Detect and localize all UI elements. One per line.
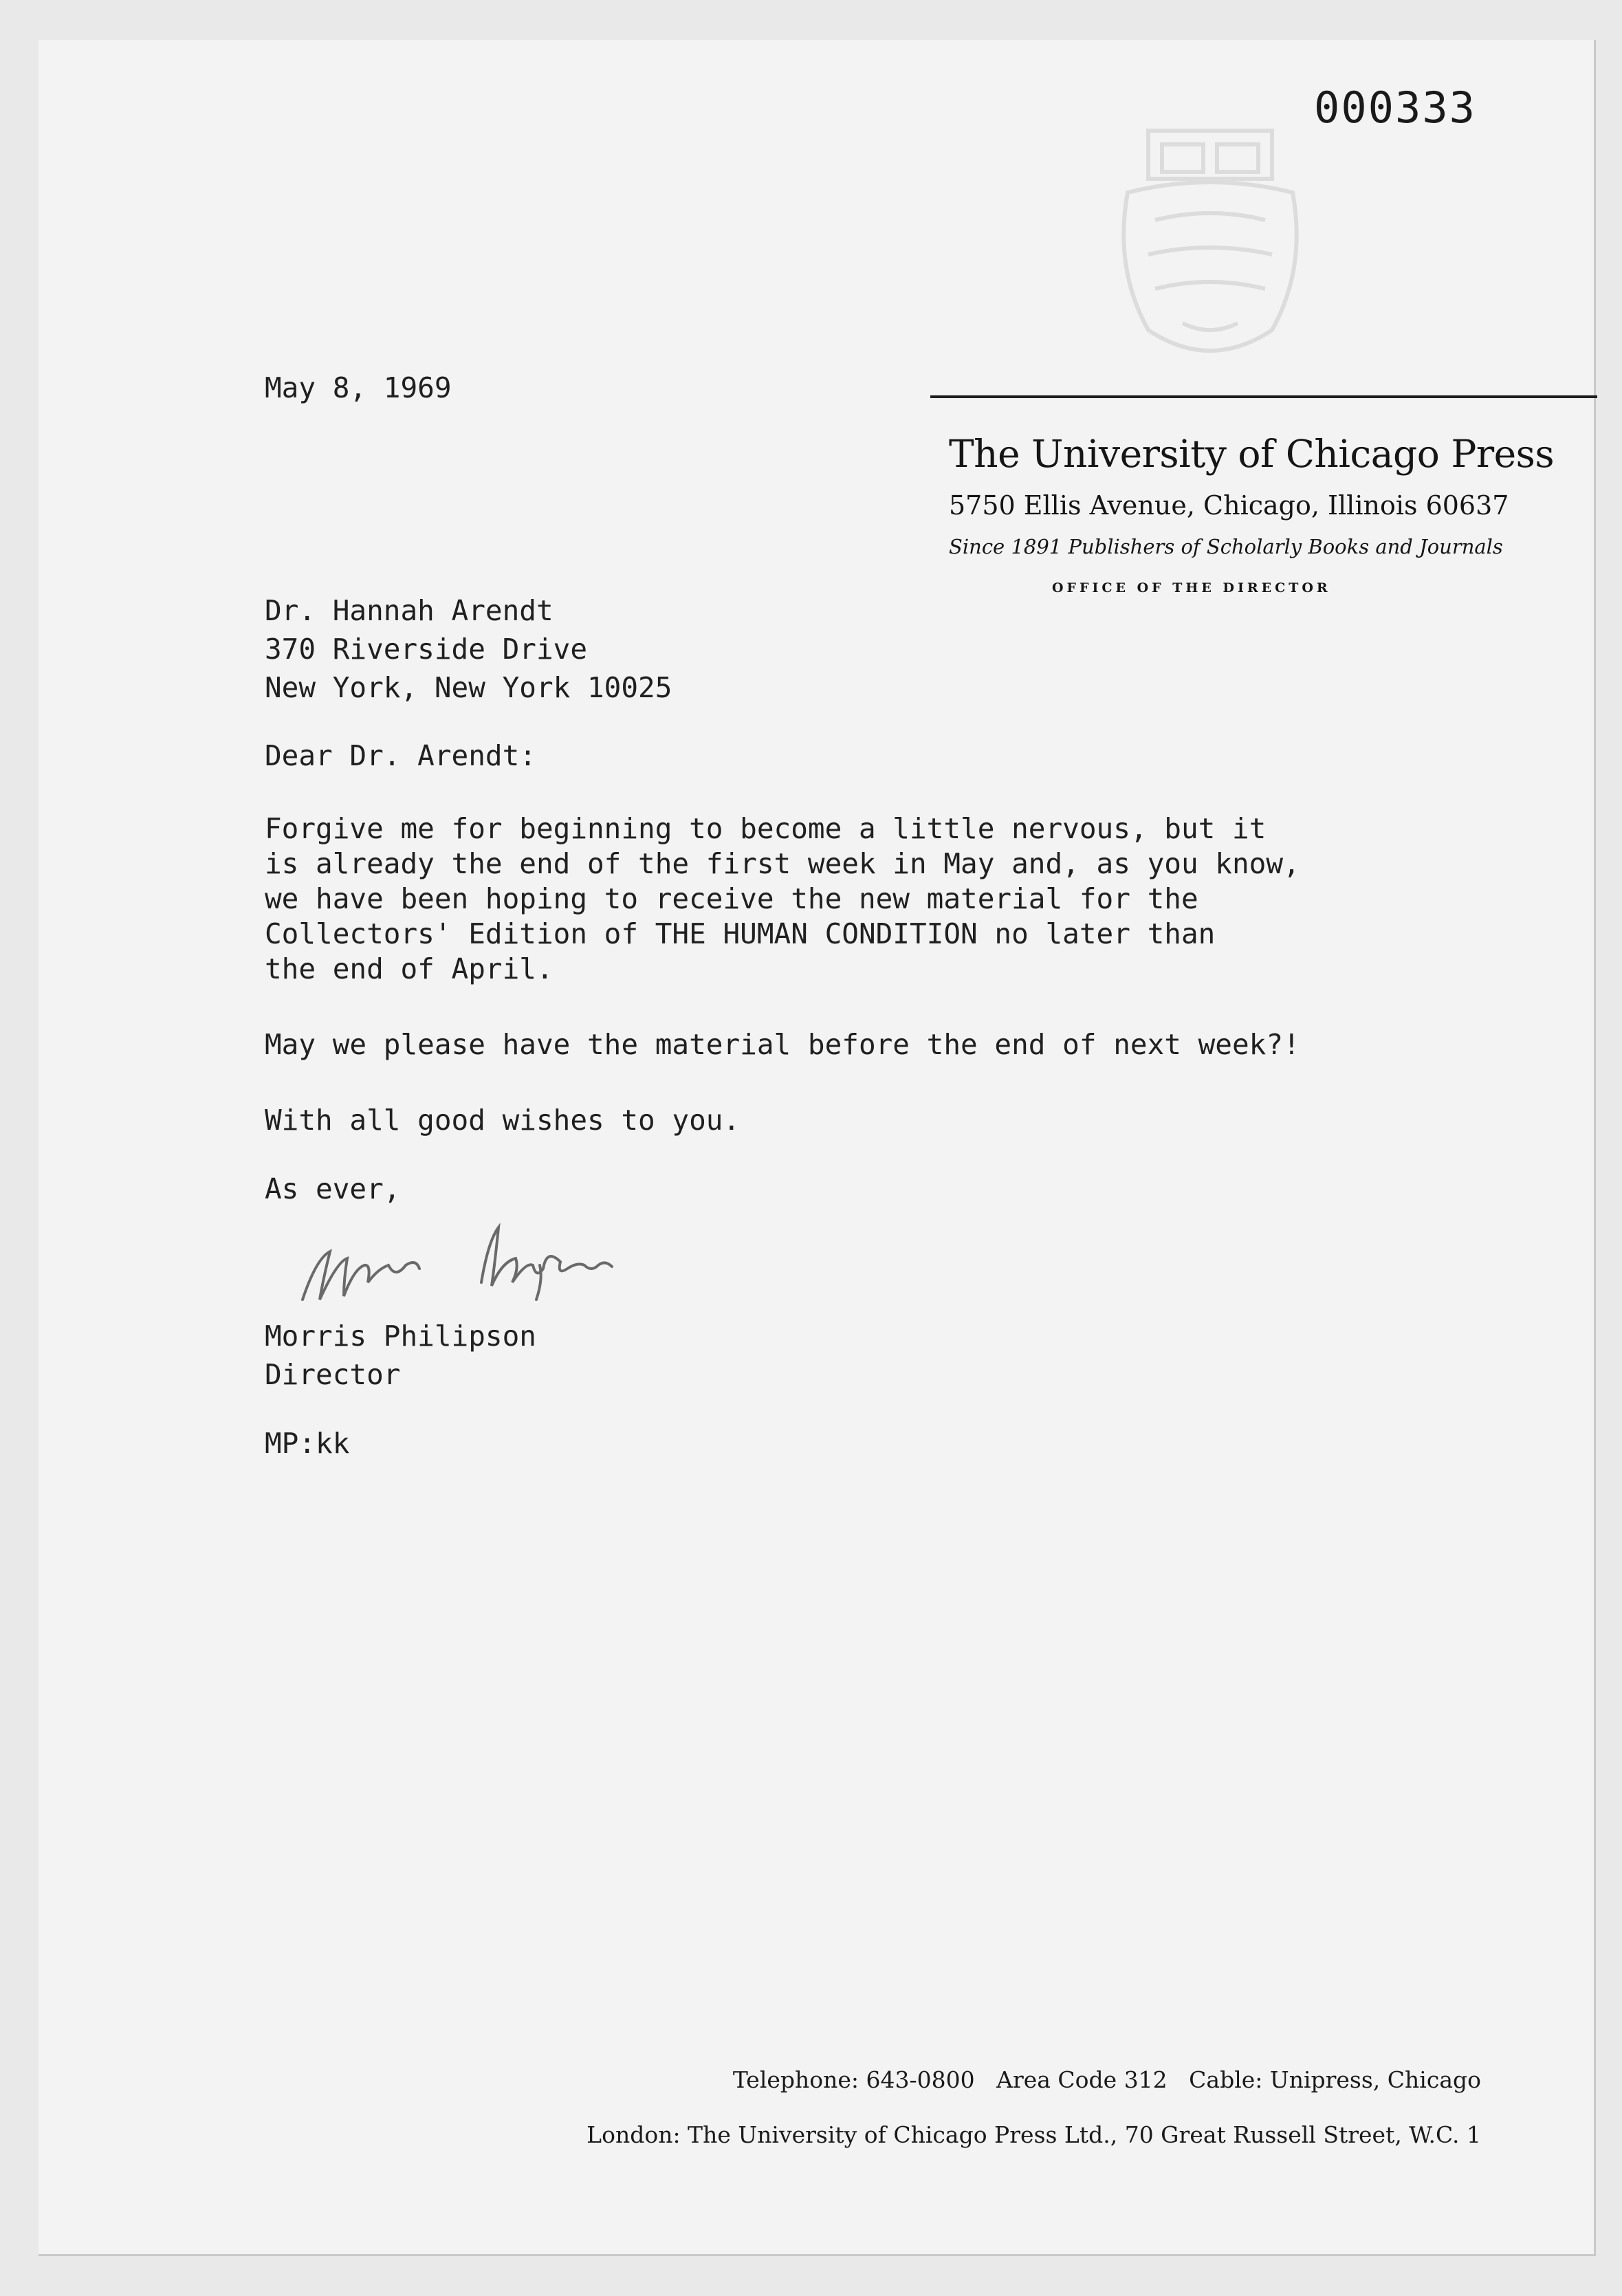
letterhead	[949, 426, 1568, 595]
signer-name: Morris Philipson	[265, 1320, 536, 1353]
recipient-line: New York, New York 10025	[265, 671, 672, 704]
reference-initials: MP:kk	[265, 1427, 350, 1460]
recipient-line: 370 Riverside Drive	[265, 633, 587, 666]
footer-london: London: The University of Chicago Press Ltd., 70 Great Russell Street, W.C. 1	[587, 2121, 1481, 2148]
publisher-tagline: Since 1891 Publishers of Scholarly Books and Journals	[949, 535, 1503, 558]
body-line: the end of April.	[265, 952, 554, 985]
footer-contact: Telephone: 643-0800 Area Code 312 Cable: Unipress, Chicago	[732, 2066, 1481, 2093]
body-paragraph	[265, 811, 1399, 987]
signer-title: Director	[265, 1358, 401, 1391]
handwritten-signature	[289, 1217, 701, 1313]
letterhead-rule	[930, 395, 1597, 398]
recipient-line: Dr. Hannah Arendt	[265, 594, 554, 627]
request-sentence: May we please have the material before the end of next week?!	[265, 1028, 1300, 1061]
recipient-address	[265, 591, 672, 707]
body-line: Forgive me for beginning to become a little nervous, but it	[265, 812, 1267, 845]
embossed-seal-icon	[1100, 103, 1320, 364]
body-line: is already the end of the first week in May and, as you know,	[265, 847, 1300, 880]
letter-date: May 8, 1969	[265, 371, 452, 404]
signer-block	[265, 1317, 536, 1394]
body-line: Collectors' Edition of THE HUMAN CONDITION no later than	[265, 917, 1216, 950]
salutation: Dear Dr. Arendt:	[265, 739, 536, 772]
office-label: OFFICE OF THE DIRECTOR	[1052, 580, 1331, 595]
document-number: 000333	[1314, 83, 1476, 133]
body-line: we have been hoping to receive the new material for the	[265, 882, 1198, 915]
closing: As ever,	[265, 1172, 401, 1205]
publisher-address: 5750 Ellis Avenue, Chicago, Illinois 60637	[949, 490, 1509, 521]
publisher-name: The University of Chicago Press	[949, 432, 1555, 476]
wishes-sentence: With all good wishes to you.	[265, 1104, 741, 1137]
